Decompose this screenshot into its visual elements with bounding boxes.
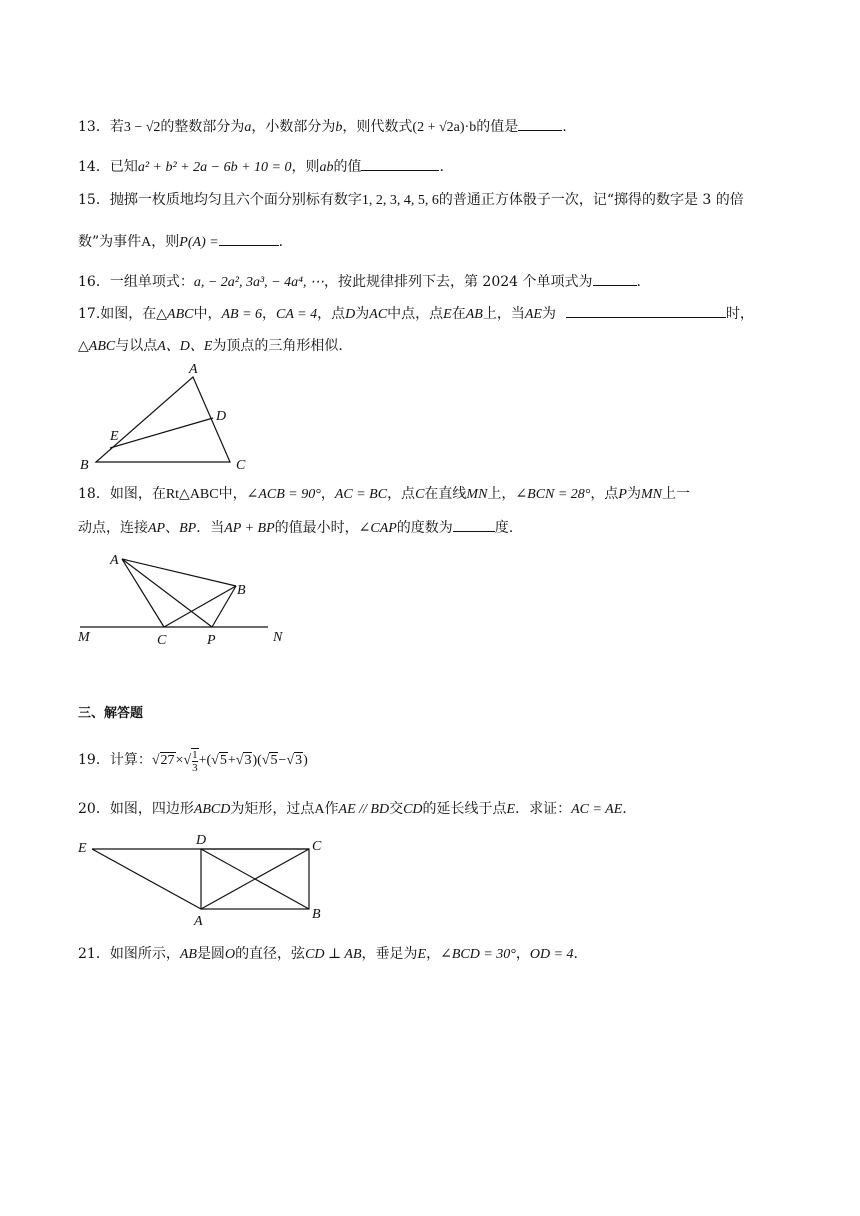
point-E: E [506,802,516,817]
answer-blank[interactable] [518,116,562,131]
question-20 [78,799,627,820]
label-B: B [237,583,246,598]
answer-blank[interactable] [219,231,279,246]
q19-text: 计算： [109,752,152,768]
q16-text: ，按此规律排列下去，第 2024 个单项式为 [323,274,593,290]
od-equals-4: OD = 4 [529,947,574,962]
q17-text: 在 [451,306,466,322]
q16-sequence: a, − 2a², 3a³, − 4a⁴, ⋯ [193,275,324,290]
label-D: D [196,833,207,848]
q17-text: 为顶点的三角形相似. [212,338,343,354]
angle-acb: ∠ACB = 90° [246,487,321,502]
line-MN: MN [466,487,488,502]
q19-paren: )( [252,753,262,768]
var-ab: ab [319,160,334,175]
q13-end: . [562,119,567,135]
answer-blank[interactable] [361,156,439,171]
answer-blank[interactable] [566,303,726,318]
question-19 [78,745,308,776]
q14-end: . [439,159,444,175]
q19-paren: ) [303,753,308,768]
point-D: D [345,307,356,322]
point-C: C [415,487,425,502]
q14-text: 已知 [109,159,138,175]
q13-text: 的值是 [476,119,519,135]
q13-text: ，则代数式 [342,119,413,135]
minus-sign: − [278,753,287,768]
q18-text: 如图，在 [109,486,166,502]
q18-text: 为 [626,486,641,502]
q14-text: ，则 [291,159,320,175]
question-15-line-1 [78,190,744,211]
label-A: A [194,914,203,929]
q17-text: 时， [725,306,754,322]
radicand: 5 [270,753,278,768]
points-ADE: A、D、E [157,339,213,354]
q13-expression-1: 3 − √2 [123,120,161,135]
section-heading: 三、解答题 [78,706,144,721]
q17-text: 中， [193,306,222,322]
q20-text: 作 [324,801,339,817]
var-a: a [244,120,252,135]
q15-numbers: 1, 2, 3, 4, 5, 6 [361,193,439,208]
label-P: P [207,633,216,648]
segment-CD: CD [403,802,423,817]
sqrt-fraction: √ $\frac{1}{3}$ [183,748,198,774]
q15-text: 数”为事件 [78,234,142,250]
q16-end: . [636,274,641,290]
label-C: C [157,633,167,648]
rectangle-abcd: ABCD [193,802,231,817]
question-number: 16． [78,274,110,290]
q21-text: ， [515,946,530,962]
segment-AB: AB [179,947,197,962]
label-N: N [273,630,283,645]
q17-figure [70,360,270,475]
q17-text: 中点，点 [387,306,444,322]
q20-end: . [622,801,627,817]
triangle-abc: △ABC [156,307,194,322]
sqrt-27: √27 [151,753,175,768]
times-sign: × [175,753,184,768]
right-triangle: Rt△ABC [165,487,219,502]
sqrt-5: √5 [261,753,278,768]
q13-expression-2: (2 + √2a)·b [412,120,477,135]
label-E: E [78,841,87,856]
q17-text: 与以点 [115,338,158,354]
q17-sep: ， [262,306,277,322]
q17-text: 为 [541,306,556,322]
label-E: E [110,429,119,444]
q18-sep: ， [320,486,335,502]
label-B: B [80,458,89,473]
label-D: D [216,409,227,424]
q18-text: ．当 [196,520,225,536]
question-18-line-1 [78,484,690,505]
q15-end: . [278,234,284,250]
label-C: C [312,839,322,854]
segment-AC: AC [369,307,388,322]
radicand: 3 [295,753,303,768]
q20-text: 交 [389,801,404,817]
question-17-line-2 [78,336,343,357]
question-number: 19． [78,752,110,768]
radicand: 3 [244,753,252,768]
angle-cap: ∠CAP [358,521,397,536]
segment-EA [92,849,201,909]
q18-text: 的值最小时， [274,520,359,536]
sqrt-5: √5 [211,753,227,768]
q17-text: 如图，在 [100,306,157,322]
angle-bcd: ∠BCD = 30° [440,947,516,962]
q18-text: 在直线 [424,486,467,502]
segment-AC-shape [122,559,164,627]
q18-text: 中， [218,486,247,502]
q18-text: 上， [487,486,516,502]
q15-text: 抛掷一枚质地均匀且六个面分别标有数字 [109,192,362,208]
question-number: 15． [78,192,110,208]
q18-text: ，点 [387,486,416,502]
point-P: P [618,487,627,502]
question-number: 18． [78,486,110,502]
event-A: A [141,235,152,250]
ac-equals-bc: AC = BC [334,487,388,502]
q20-text: 如图，四边形 [109,801,194,817]
q18-text: 、 [165,520,180,536]
q15-text: 的普通正方体骰子一次，记“掷得的数字是 3 的倍 [438,192,744,208]
question-number: 20． [78,801,110,817]
question-14 [78,156,444,178]
radicand: 5 [219,753,227,768]
label-A: A [189,362,198,377]
q19-paren: +( [198,753,212,768]
q21-text: ，垂足为 [361,946,418,962]
point-E: E [417,947,427,962]
var-b: b [335,120,343,135]
q17-text: ，点 [317,306,346,322]
segment-AP: AP [148,521,166,536]
q15-probability: P(A) = [179,235,219,250]
segment-ED [110,418,213,448]
q18-text: 的度数为 [396,520,453,536]
q13-text: ，小数部分为 [251,119,336,135]
radicand: 27 [160,753,175,768]
q20-figure [70,830,340,930]
point-A: A [314,802,325,817]
question-21 [78,944,578,965]
q20-text: ．求证： [515,801,572,817]
q14-equation: a² + b² + 2a − 6b + 10 = 0 [137,160,292,175]
segment-AB: AB [465,307,483,322]
label-B: B [312,907,321,922]
q21-text: ， [426,946,441,962]
label-A: A [110,553,119,568]
sum-ap-bp: AP + BP [224,521,275,536]
answer-blank[interactable] [453,517,495,532]
q20-text: 的延长线于点 [422,801,507,817]
question-number: 13． [78,119,110,135]
segment-AE: AE [524,307,542,322]
ae-parallel-bd: AE // BD [338,802,390,817]
q14-text: 的值 [333,159,362,175]
segment-BP: BP [179,521,197,536]
point-O: O [224,947,236,962]
q17-ab: AB = 6 [221,307,263,322]
question-16 [78,271,641,293]
answer-blank[interactable] [593,271,637,286]
line-MN: MN [640,487,662,502]
q21-text: 是圆 [196,946,225,962]
question-13 [78,116,567,138]
angle-bcn: ∠BCN = 28° [515,487,591,502]
cd-perp-ab: CD ⊥ AB [305,947,362,962]
sqrt-3: √3 [286,753,303,768]
q17-text: 上，当 [482,306,525,322]
q18-text: ，点 [590,486,619,502]
q20-text: 为矩形，过点 [230,801,315,817]
ac-equals-ae: AC = AE [571,802,623,817]
question-15-line-2 [78,231,283,253]
q16-text: 一组单项式： [109,274,194,290]
label-C: C [236,458,246,473]
q13-text: 的整数部分为 [160,119,245,135]
question-number: 14． [78,159,110,175]
q21-end: . [573,946,578,962]
segment-CB-shape [164,586,236,627]
triangle-abc: △ABC [78,339,116,354]
q18-text: 上一 [661,486,690,502]
numerator: 1 [192,748,198,761]
q21-text: 的直径，弦 [235,946,306,962]
q18-figure [70,545,295,650]
q17-ca: CA = 4 [276,307,318,322]
q18-text: 度. [494,520,514,536]
question-17-line-1 [78,303,754,325]
sqrt-3: √3 [235,753,252,768]
question-number: 21． [78,946,110,962]
q13-text: 若 [109,119,124,135]
question-number: 17. [78,306,101,322]
q18-text: 动点，连接 [78,520,148,536]
q15-text: ，则 [151,234,180,250]
fraction-1-3 [191,748,199,774]
question-18-line-2 [78,517,513,539]
q17-text: 为 [355,306,370,322]
point-E: E [443,307,452,322]
denominator: 3 [192,761,198,774]
plus-sign: + [227,753,236,768]
q21-text: 如图所示， [109,946,180,962]
label-M: M [78,630,90,645]
